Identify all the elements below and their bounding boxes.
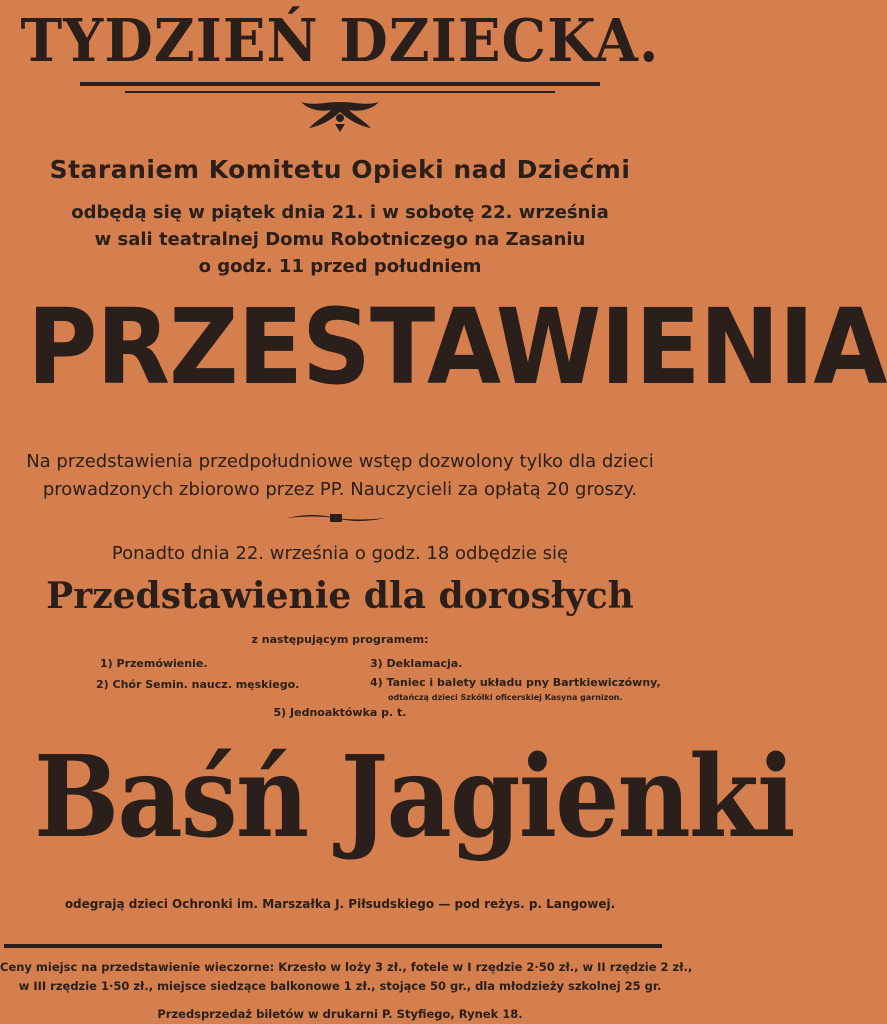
main-headline: PRZESTAWIENIA <box>27 286 887 408</box>
admission-note-line-1: Na przedstawienia przedpołudniowe wstęp dozwolony tylko dla dzieci <box>26 451 654 472</box>
program-item-3: 3) Deklamacja. <box>370 657 463 670</box>
divider-ornament-icon <box>286 511 386 525</box>
date-line: odbędą się w piątek dnia 21. i w sobotę 22. września <box>71 202 609 223</box>
poster-title: TYDZIEŃ DZIECKA. <box>20 6 660 76</box>
program-item-5: 5) Jednoaktówka p. t. <box>273 706 407 719</box>
title-underline-thick <box>80 82 600 86</box>
play-title: Baśń Jagienki <box>34 732 794 863</box>
committee-heading: Staraniem Komitetu Opieki nad Dziećmi <box>49 155 631 184</box>
fleuron-ornament-icon <box>295 98 385 134</box>
performers-line: odegrają dzieci Ochronki im. Marszałka J. Piłsudskiego — pod reżys. p. Langowej. <box>64 897 616 911</box>
evening-heading: Przedstawienie dla dorosłych <box>46 575 634 617</box>
admission-note-line-2: prowadzonych zbiorowo przez PP. Nauczycieli za opłatą 20 groszy. <box>42 479 638 500</box>
time-line: o godz. 11 przed południem <box>198 256 482 277</box>
program-item-4-note: odtańczą dzieci Szkółki oficerskiej Kasyna garnizon. <box>388 693 623 702</box>
prices-top-rule <box>4 944 662 948</box>
evening-intro: Ponadto dnia 22. września o godz. 18 odbędzie się <box>111 543 569 564</box>
presale-line: Przedsprzedaż biletów w drukarni P. Styfiego, Rynek 18. <box>157 1007 523 1021</box>
program-item-2: 2) Chór Semin. naucz. męskiego. <box>96 678 300 691</box>
program-item-4: 4) Taniec i balety układu pny Bartkiewiczówny, <box>370 676 661 689</box>
program-label: z następującym programem: <box>251 633 429 646</box>
prices-line-1: Ceny miejsc na przedstawienie wieczorne: Krzesło w loży 3 zł., fotele w I rzędzie 2·50 zł., w II rzędzie 2 zł., <box>0 960 693 974</box>
title-underline-thin <box>125 91 555 93</box>
venue-line: w sali teatralnej Domu Robotniczego na Zasaniu <box>94 229 586 250</box>
prices-line-2: w III rzędzie 1·50 zł., miejsce siedzące balkonowe 1 zł., stojące 50 gr., dla młodzieży szkolnej 25 gr. <box>18 979 662 993</box>
program-item-1: 1) Przemówienie. <box>100 657 208 670</box>
